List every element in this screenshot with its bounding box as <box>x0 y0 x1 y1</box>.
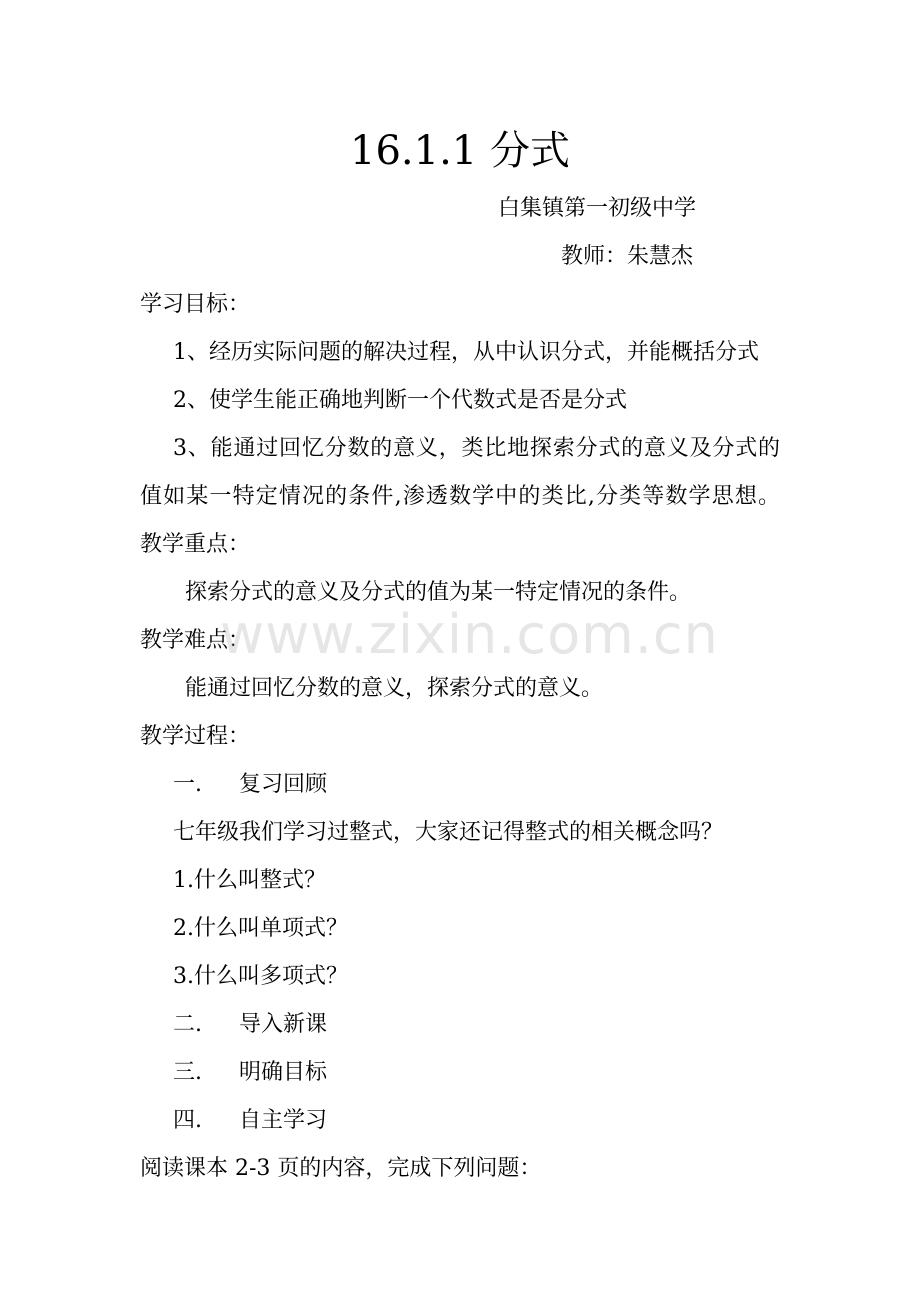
objective-item-1: 1、经历实际问题的解决过程，从中认识分式，并能概括分式 <box>173 340 759 365</box>
difficulties-text: 能通过回忆分数的意义，探索分式的意义。 <box>185 676 604 701</box>
objectives-heading: 学习目标： <box>140 292 251 317</box>
review-question-3: 3.什么叫多项式？ <box>173 964 348 989</box>
step-label: 明确目标 <box>239 1060 328 1085</box>
step-number: 一. <box>173 772 202 797</box>
process-step-4 <box>173 1106 327 1136</box>
step-number: 四. <box>173 1108 202 1133</box>
reading-task: 阅读课本 2-3 页的内容，完成下列问题： <box>140 1156 542 1181</box>
step-label: 自主学习 <box>239 1108 328 1133</box>
key-points-heading: 教学重点： <box>140 532 251 557</box>
watermark: www.zixin.com.cn <box>220 603 719 666</box>
review-intro: 七年级我们学习过整式，大家还记得整式的相关概念吗？ <box>173 820 724 845</box>
page-title: 16.1.1 分式 <box>350 128 570 174</box>
review-question-2: 2.什么叫单项式？ <box>173 916 348 941</box>
key-points-text: 探索分式的意义及分式的值为某一特定情况的条件。 <box>185 580 692 605</box>
process-step-1 <box>173 770 327 800</box>
objective-item-3: 3、能通过回忆分数的意义，类比地探索分式的意义及分式的 <box>173 436 780 461</box>
objective-item-3-continuation: 值如某一特定情况的条件,渗透数学中的类比,分类等数学思想。 <box>140 484 780 509</box>
step-label: 复习回顾 <box>239 772 328 797</box>
step-number: 三. <box>173 1060 202 1085</box>
step-label: 导入新课 <box>239 1012 328 1037</box>
process-step-3 <box>173 1058 327 1088</box>
teacher-name: 教师：朱慧杰 <box>561 244 694 269</box>
step-number: 二. <box>173 1012 202 1037</box>
review-question-1: 1.什么叫整式？ <box>173 868 326 893</box>
difficulties-heading: 教学难点： <box>140 628 251 653</box>
process-step-2 <box>173 1010 327 1040</box>
objective-item-2: 2、使学生能正确地判断一个代数式是否是分式 <box>173 388 627 413</box>
process-heading: 教学过程： <box>140 724 251 749</box>
school-name: 白集镇第一初级中学 <box>498 196 697 221</box>
